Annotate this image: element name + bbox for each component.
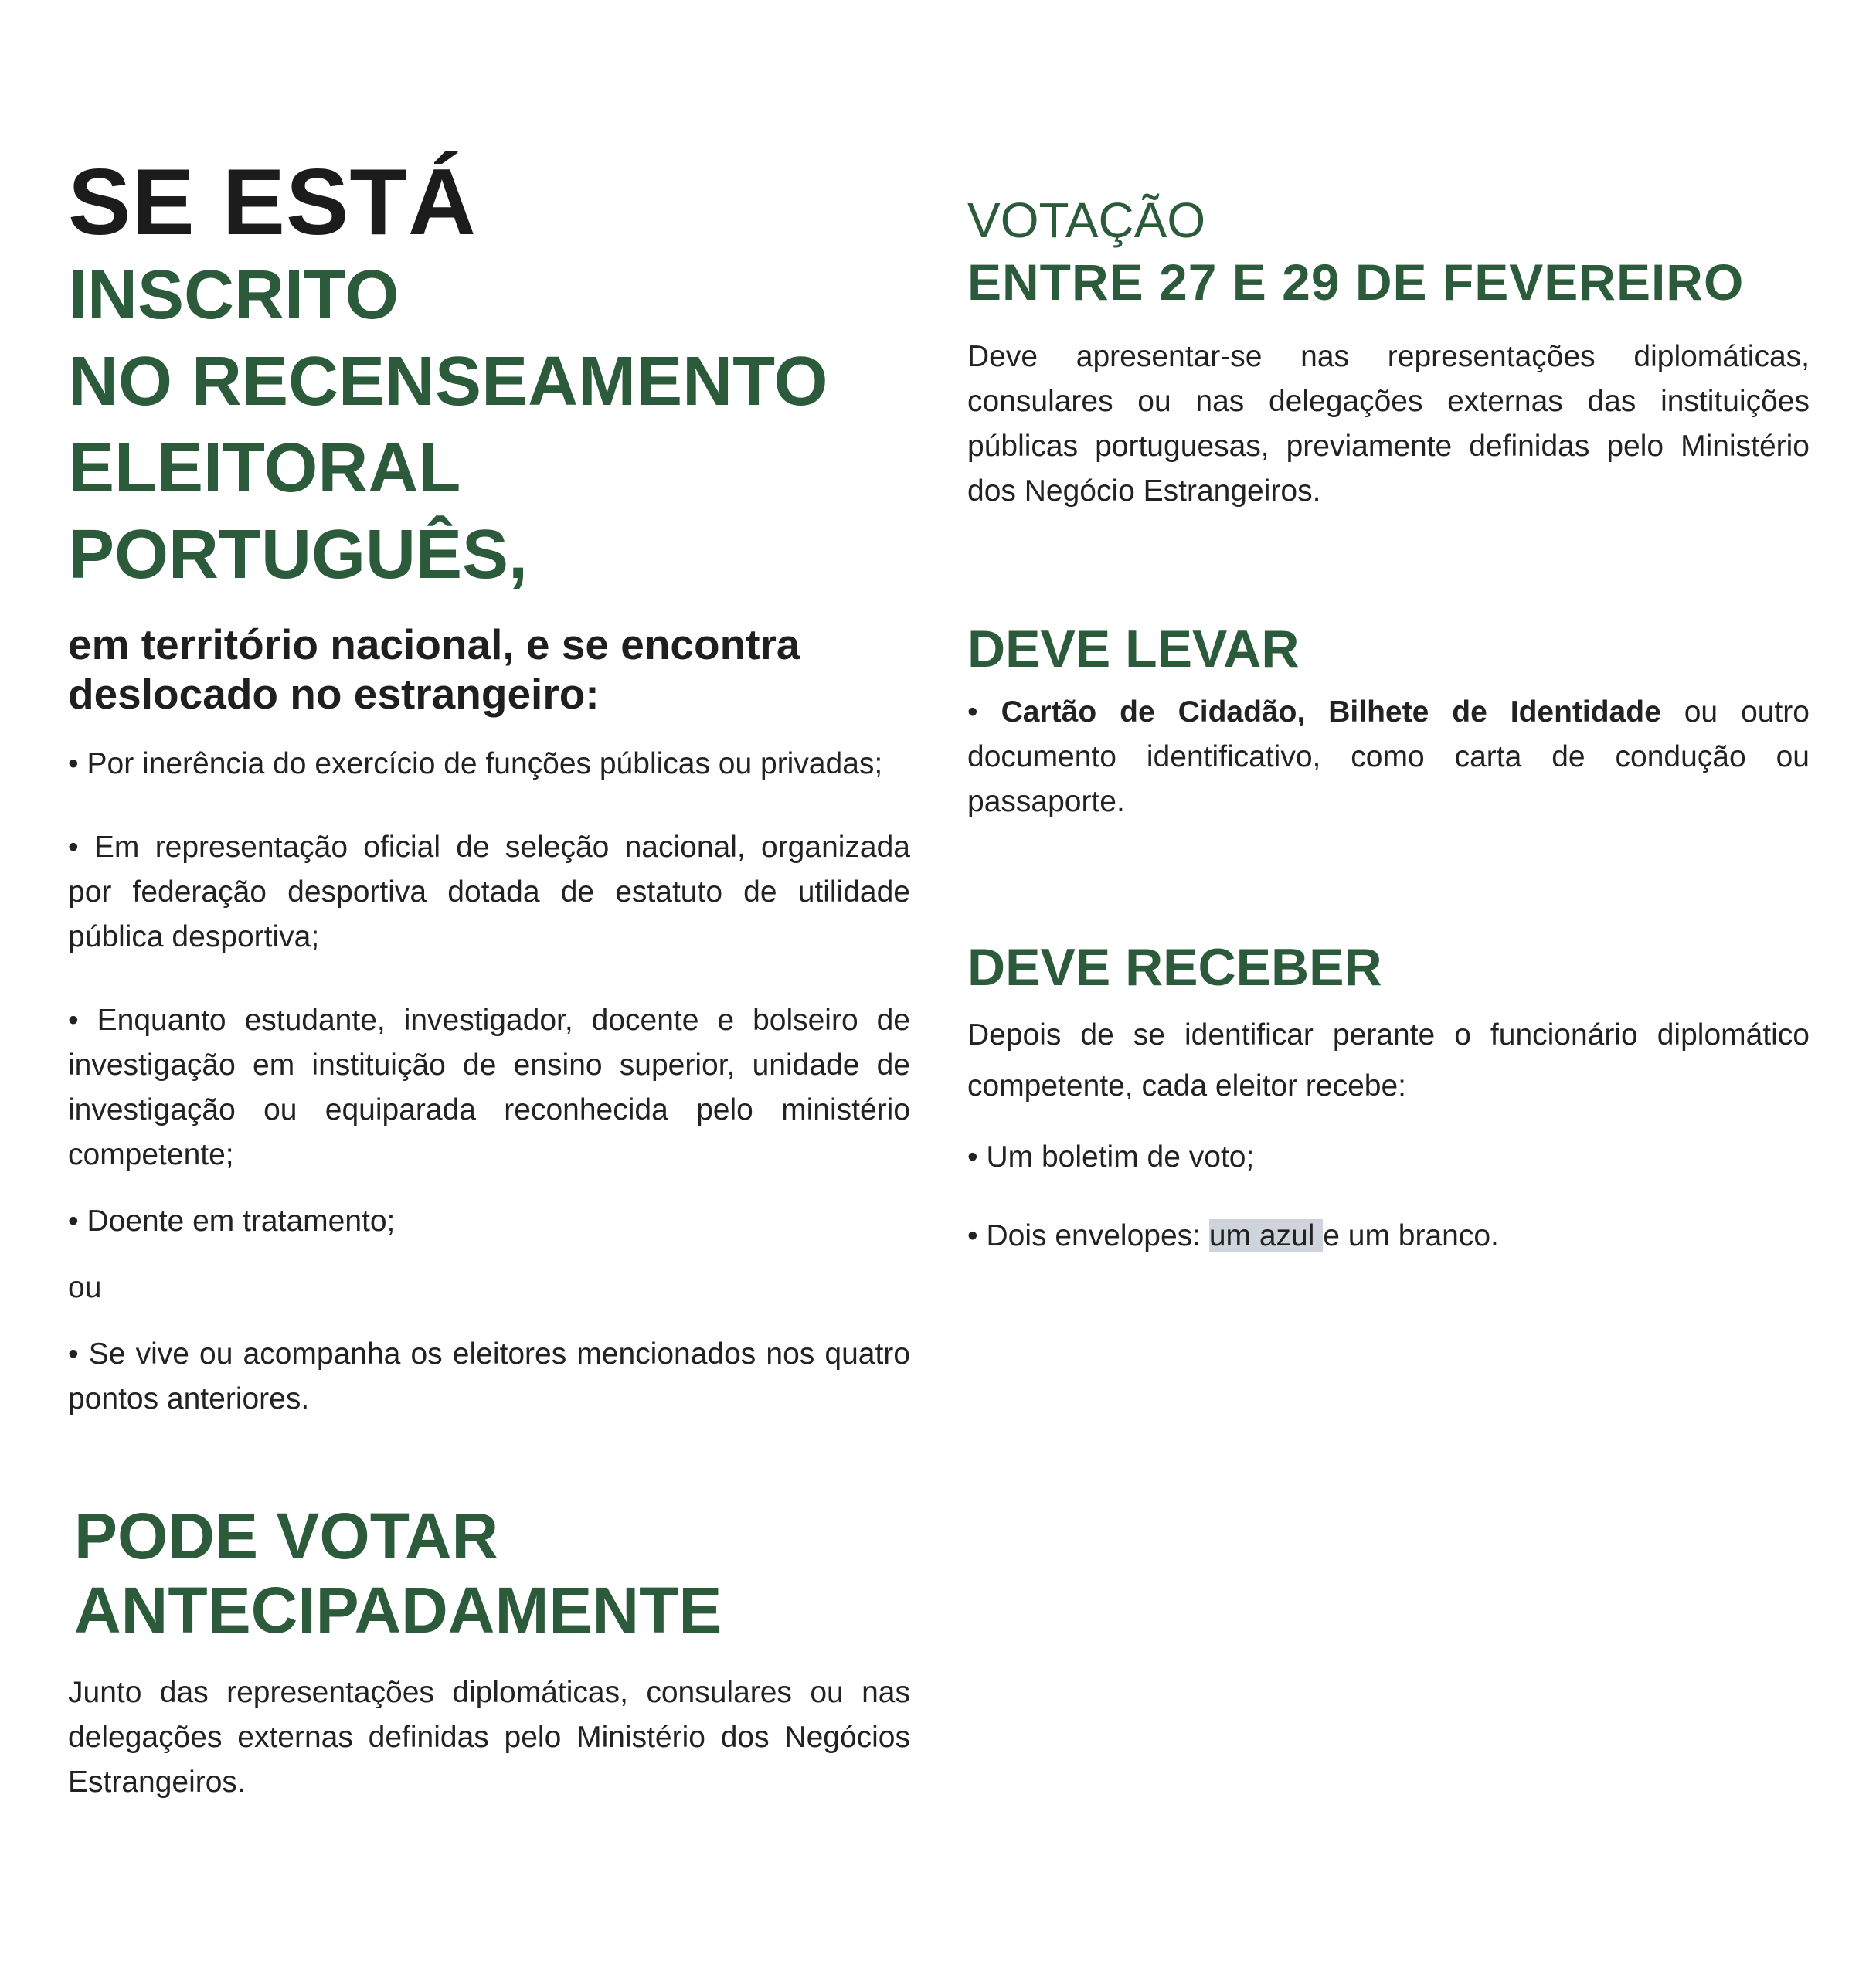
- heading-inscrito: INSCRITO: [68, 257, 399, 334]
- right-column: [967, 189, 1810, 1259]
- bring-bullet: •: [967, 695, 1001, 729]
- receive-title: DEVE RECEBER: [967, 938, 1382, 997]
- heading-eleitoral: ELEITORAL PORTUGUÊS,: [68, 430, 528, 593]
- receive-text: Depois de se identificar perante o funcionário diplomático competente, cada eleitor recebe:: [967, 1018, 1810, 1103]
- bring-bold: Cartão de Cidadão, Bilhete de Identidade: [1001, 695, 1661, 729]
- bring-text: [967, 690, 1810, 824]
- early-vote-text: Junto das representações diplomáticas, consulares ou nas delegações externas definidas pelo Ministério dos Negócios Estrangeiros.: [68, 1676, 910, 1799]
- subheading: em território nacional, e se encontra deslocado no estrangeiro:: [68, 620, 800, 718]
- list-item: • Doente em tratamento;: [68, 1205, 396, 1238]
- list-item: [967, 1214, 1810, 1259]
- heading-se-esta: SE ESTÁ: [68, 149, 477, 254]
- vote-dates: ENTRE 27 E 29 DE FEVEREIRO: [967, 253, 1745, 311]
- list-item: • Um boletim de voto;: [967, 1140, 1255, 1174]
- vote-text: Deve apresentar-se nas representações diplomáticas, consulares ou nas delegações externas das instituições públicas portuguesas, previamente definidas pelo Ministério dos Negócio Estrangeiros.: [967, 340, 1810, 508]
- ou-text: ou: [68, 1271, 102, 1304]
- heading-recenseamento: NO RECENSEAMENTO: [68, 343, 828, 420]
- bring-title: DEVE LEVAR: [967, 620, 1300, 678]
- list-item: • Em representação oficial de seleção nacional, organizada por federação desportiva dotada de estatuto de utilidade pública desportiva;: [68, 831, 910, 953]
- vote-title: VOTAÇÃO: [967, 192, 1206, 248]
- receive-item2-post: e um branco.: [1323, 1219, 1499, 1252]
- left-column: [68, 149, 910, 1805]
- early-vote-title-2: ANTECIPADAMENTE: [74, 1574, 722, 1646]
- list-item: • Enquanto estudante, investigador, docente e bolseiro de investigação em instituição de ensino superior, unidade de investigação ou equiparada reconhecida pelo ministério competente;: [68, 1004, 910, 1171]
- list-item: • Se vive ou acompanha os eleitores mencionados nos quatro pontos anteriores.: [68, 1337, 910, 1415]
- list-item: • Por inerência do exercício de funções públicas ou privadas;: [68, 747, 883, 780]
- early-vote-title-1: PODE VOTAR: [74, 1500, 499, 1572]
- highlighted-text: um azul: [1208, 1219, 1324, 1252]
- receive-item2-pre: • Dois envelopes:: [967, 1219, 1209, 1252]
- bring-rest: ou outro documento identificativo, como carta de condução ou passaporte.: [967, 695, 1810, 818]
